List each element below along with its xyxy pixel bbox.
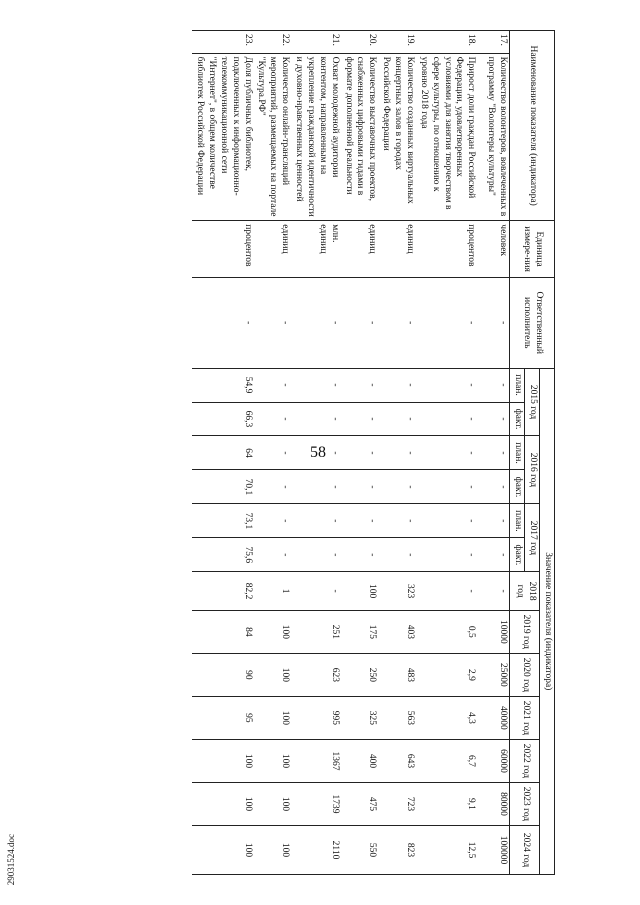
unit-cell: единиц	[254, 221, 292, 278]
value-cell: 403	[378, 610, 416, 653]
value-cell: 323	[378, 572, 416, 611]
table-row	[254, 31, 292, 875]
value-cell: 54,9	[192, 368, 253, 402]
value-cell: -	[254, 368, 292, 402]
value-cell: -	[341, 368, 379, 402]
header-year-2024: 2024 год	[510, 826, 540, 875]
header-unit: Единица измере-ния	[510, 221, 555, 278]
value-cell: 251	[291, 610, 341, 653]
value-cell: -	[378, 436, 416, 470]
value-cell: -	[477, 504, 510, 538]
header-fact: факт.	[510, 470, 525, 504]
value-cell: -	[254, 538, 292, 572]
responsible-cell: -	[192, 277, 253, 368]
unit-cell: процентов	[416, 221, 477, 278]
value-cell: 2110	[291, 826, 341, 875]
unit-cell: млн. единиц	[291, 221, 341, 278]
header-year-2022: 2022 год	[510, 739, 540, 782]
header-year-2015: 2015 год	[525, 368, 540, 436]
value-cell: -	[477, 402, 510, 436]
row-number: 19.	[378, 31, 416, 54]
indicator-name: Количество волонтеров, вовлеченных в программу "Волонтеры культуры"	[477, 53, 510, 221]
value-cell: 563	[378, 696, 416, 739]
value-cell: 643	[378, 739, 416, 782]
value-cell: 4,3	[416, 696, 477, 739]
value-cell: -	[416, 402, 477, 436]
value-cell: -	[416, 572, 477, 611]
value-cell: 325	[341, 696, 379, 739]
value-cell: 84	[192, 610, 253, 653]
header-year-2023: 2023 год	[510, 782, 540, 825]
indicator-name: Количество созданных виртуальных концертных залов в городах Российской Федерации	[378, 53, 416, 221]
value-cell: 40000	[477, 696, 510, 739]
unit-cell: единиц	[378, 221, 416, 278]
value-cell: -	[378, 402, 416, 436]
value-cell: -	[341, 504, 379, 538]
responsible-cell: -	[341, 277, 379, 368]
value-cell: -	[341, 470, 379, 504]
value-cell: -	[291, 470, 341, 504]
table-header	[510, 31, 555, 875]
value-cell: 100	[192, 782, 253, 825]
unit-cell: единиц	[341, 221, 379, 278]
value-cell: 483	[378, 653, 416, 696]
value-cell: -	[291, 368, 341, 402]
value-cell: 12,5	[416, 826, 477, 875]
value-cell: -	[477, 436, 510, 470]
header-responsible: Ответственный исполнитель	[510, 277, 555, 368]
value-cell: 100	[254, 610, 292, 653]
responsible-cell: -	[291, 277, 341, 368]
table-row	[192, 31, 253, 875]
value-cell: 175	[341, 610, 379, 653]
table-row	[291, 31, 341, 875]
value-cell: 10000	[477, 610, 510, 653]
page-number: 58	[310, 444, 326, 461]
value-cell: 100	[192, 739, 253, 782]
value-cell: 250	[341, 653, 379, 696]
value-cell: -	[291, 402, 341, 436]
header-year-2019: 2019 год	[510, 610, 540, 653]
footer-file-name: 29031524.doc	[6, 834, 16, 886]
value-cell: 400	[341, 739, 379, 782]
value-cell: 2,9	[416, 653, 477, 696]
value-cell: 1	[254, 572, 292, 611]
indicator-name: Количество онлайн-трансляций мероприятий, размещаемых на портале "Культура.РФ"	[254, 53, 292, 221]
value-cell: -	[291, 572, 341, 611]
value-cell: -	[477, 368, 510, 402]
row-number: 21.	[291, 31, 341, 54]
responsible-cell: -	[378, 277, 416, 368]
table-row	[341, 31, 379, 875]
indicator-name: Количество выставочных проектов, снабженных цифровыми гидами в формате дополненной реальности	[341, 53, 379, 221]
value-cell: 66,3	[192, 402, 253, 436]
header-plan: план.	[510, 504, 525, 538]
value-cell: 6,7	[416, 739, 477, 782]
value-cell: -	[416, 436, 477, 470]
value-cell: -	[477, 470, 510, 504]
value-cell: -	[341, 436, 379, 470]
value-cell: -	[254, 436, 292, 470]
value-cell: 75,6	[192, 538, 253, 572]
value-cell: 0,5	[416, 610, 477, 653]
value-cell: 100	[254, 696, 292, 739]
value-cell: 550	[341, 826, 379, 875]
rotated-table-container	[20, 30, 555, 875]
table-row	[477, 31, 510, 875]
value-cell: -	[291, 538, 341, 572]
value-cell: -	[341, 402, 379, 436]
value-cell: 623	[291, 653, 341, 696]
value-cell: 100	[254, 826, 292, 875]
value-cell: 9,1	[416, 782, 477, 825]
value-cell: 100	[192, 826, 253, 875]
value-cell: 1367	[291, 739, 341, 782]
table-row	[378, 31, 416, 875]
responsible-cell: -	[477, 277, 510, 368]
header-fact: факт.	[510, 538, 525, 572]
value-cell: -	[291, 436, 341, 470]
table-body	[192, 31, 510, 875]
value-cell: -	[416, 470, 477, 504]
header-year-2021: 2021 год	[510, 696, 540, 739]
unit-cell: процентов	[192, 221, 253, 278]
value-cell: 100	[254, 782, 292, 825]
value-cell: -	[254, 470, 292, 504]
value-cell: 73,1	[192, 504, 253, 538]
value-cell: -	[341, 538, 379, 572]
indicator-name: Охват молодежной аудитории контентом, направленным на укрепление гражданской идентичности и духовно-нравственных ценностей	[291, 53, 341, 221]
indicator-name: Прирост доли граждан Российской Федерации, удовлетворенных условиями для занятия творчеством в сфере культуры, по отношению к уровню 2018 года	[416, 53, 477, 221]
row-number: 17.	[477, 31, 510, 54]
value-cell: 1739	[291, 782, 341, 825]
value-cell: 723	[378, 782, 416, 825]
value-cell: 64	[192, 436, 253, 470]
value-cell: -	[477, 572, 510, 611]
responsible-cell: -	[254, 277, 292, 368]
value-cell: 82,2	[192, 572, 253, 611]
value-cell: 100	[254, 653, 292, 696]
header-year-2018: 2018 год	[510, 572, 540, 611]
value-cell: -	[378, 504, 416, 538]
value-cell: -	[254, 504, 292, 538]
value-cell: 25000	[477, 653, 510, 696]
header-year-2020: 2020 год	[510, 653, 540, 696]
value-cell: 100	[341, 572, 379, 611]
unit-cell: человек	[477, 221, 510, 278]
header-plan: план.	[510, 368, 525, 402]
header-year-2016: 2016 год	[525, 436, 540, 504]
value-cell: 475	[341, 782, 379, 825]
responsible-cell: -	[416, 277, 477, 368]
value-cell: -	[378, 368, 416, 402]
indicator-table	[192, 30, 555, 875]
header-fact: факт.	[510, 402, 525, 436]
row-number: 23.	[192, 31, 253, 54]
value-cell: 100	[254, 739, 292, 782]
value-cell: -	[291, 504, 341, 538]
row-number: 18.	[416, 31, 477, 54]
header-name: Наименование показателя (индикатора)	[510, 31, 555, 221]
indicator-name: Доля публичных библиотек, подключенных к информационно-телекоммуникационной сети "Интернет", в общем количестве библиотек Российской Федерации	[192, 53, 253, 221]
row-number: 20.	[341, 31, 379, 54]
value-cell: 80000	[477, 782, 510, 825]
value-cell: 995	[291, 696, 341, 739]
value-cell: -	[378, 470, 416, 504]
value-cell: -	[378, 538, 416, 572]
row-number: 22.	[254, 31, 292, 54]
value-cell: -	[416, 368, 477, 402]
value-cell: -	[254, 402, 292, 436]
value-cell: 90	[192, 653, 253, 696]
header-values-group: Значение показателя (индикатора)	[540, 368, 555, 874]
header-year-2017: 2017 год	[525, 504, 540, 572]
value-cell: -	[477, 538, 510, 572]
header-plan: план.	[510, 436, 525, 470]
value-cell: -	[416, 538, 477, 572]
table-row	[416, 31, 477, 875]
value-cell: -	[416, 504, 477, 538]
value-cell: 95	[192, 696, 253, 739]
value-cell: 100000	[477, 826, 510, 875]
value-cell: 823	[378, 826, 416, 875]
value-cell: 70,1	[192, 470, 253, 504]
value-cell: 60000	[477, 739, 510, 782]
